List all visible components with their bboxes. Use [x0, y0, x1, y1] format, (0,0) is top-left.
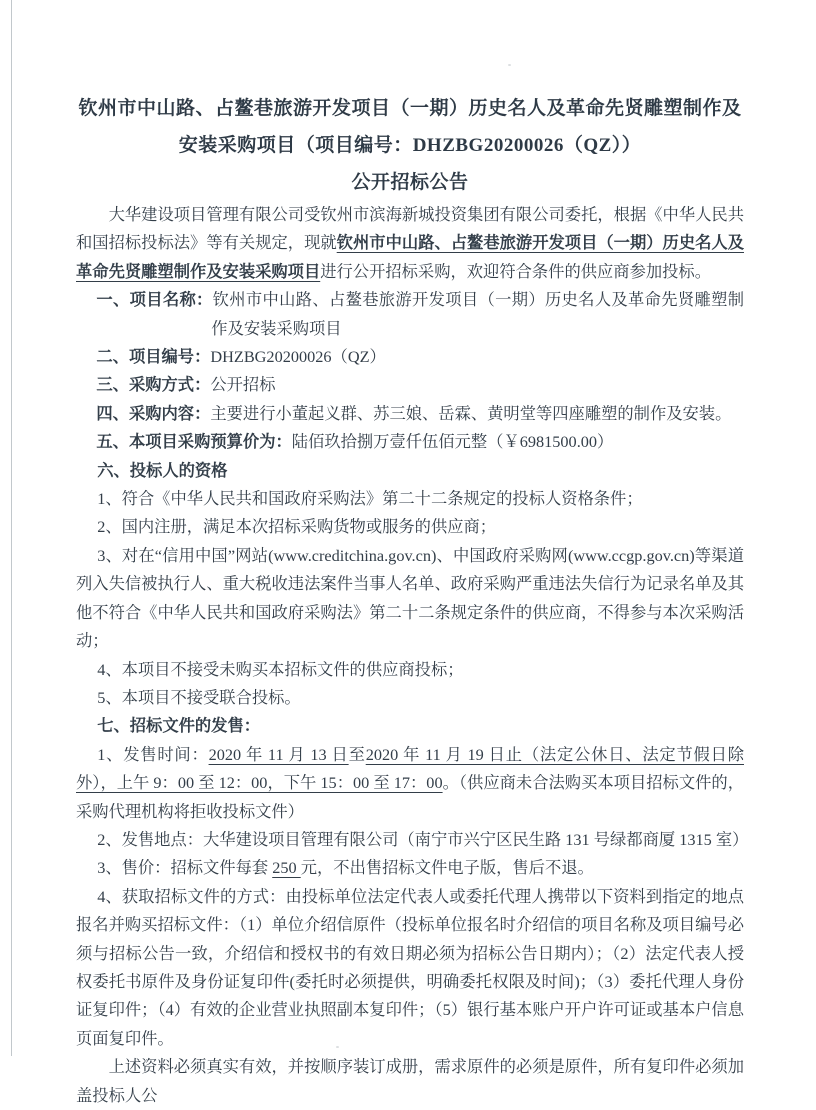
scan-edge-line: [11, 0, 12, 1056]
sale-time-part: 2020 年 11 月 13 日: [208, 744, 349, 764]
basic-info-label: 三、采购方式：: [96, 375, 211, 395]
qualification-item: 3、对在“信用中国”网站(www.creditchina.gov.cn)、中国政府采购网(www.ccgp.gov.cn)等渠道列入失信被执行人、重大税收违法案件当事人名单、政府采购严重违法失信行为记录名单及其他不符合《中华人民共和国政府采购法》第二十二条规定条件的供应商，不得参与本次采购活动；: [76, 545, 744, 651]
sale-item-method: 4、获取招标文件的方式：由投标单位法定代表人或委托代理人携带以下资料到指定的地点报名并购买招标文件：（1）单位介绍信原件（投标单位报名时介绍信的项目名称及项目编号必须与招标公告一致，介绍信和授权书的有效日期必须为招标公告日期内）；（2）法定代表人授权委托书原件及身份证复印件(委托时必须提供，明确委托权限及时间)；（3）委托代理人身份证复印件；（4）有效的企业营业执照副本复印件；（5）银行基本账户开户许可证或基本户信息页面复印件。: [76, 886, 744, 1048]
basic-info-label: 二、项目编号：: [96, 347, 211, 367]
intro-text-part: 钦州市中山路、占鳌巷旅游开发项目（一期）历史名人及革命先贤雕塑制作及安装采购项目: [76, 233, 744, 281]
sale-price-part: 3、售价：招标文件每套: [97, 858, 273, 878]
basic-info-item: [76, 428, 744, 456]
document-subtitle: 公开招标公告: [351, 172, 469, 193]
basic-info-item: [76, 371, 744, 399]
sale-time-part: 至: [348, 744, 366, 764]
qualification-item: 1、符合《中华人民共和国政府采购法》第二十二条规定的投标人资格条件；: [97, 489, 643, 509]
sale-price-part: 元，不出售招标文件电子版，售后不退。: [300, 858, 594, 878]
basic-info-value: 主要进行小董起义群、苏三娘、岳霖、黄明堂等四座雕塑的制作及安装。: [210, 403, 732, 423]
sale-time-part: 2020 年 11 月 19 日止（法定公休日、法定节假日除外），上午 9：00 至 12：00，下午 15：00 至 17：00: [76, 744, 744, 793]
document-title-line1: 钦州市中山路、占鳌巷旅游开发项目（一期）历史名人及革命先贤雕塑制作及: [78, 98, 742, 119]
basic-info-item: [76, 343, 744, 371]
document-title-line2: 安装采购项目（项目编号：DHZBG20200026（QZ））: [178, 135, 642, 156]
basic-info-list: [76, 286, 744, 456]
intro-text-part: 大华建设项目管理有限公司受钦州市滨海新城投资集团有限公司委托，根据《中华人民共和国招标投标法》等有关规定，现就: [76, 205, 744, 253]
intro-text-part: 进行公开招标采购，欢迎符合条件的供应商参加投标。: [320, 261, 711, 281]
qualification-heading: 六、投标人的资格: [97, 460, 228, 480]
qualification-item: 5、本项目不接受联合投标。: [97, 687, 301, 707]
basic-info-value: 公开招标: [210, 375, 276, 395]
basic-info-value: DHZBG20200026（QZ）: [210, 347, 386, 367]
sale-time-part: 1、发售时间：: [97, 744, 209, 764]
sale-time-part: 。（供应商未合法购买本项目招标文件的，采购代理机构将拒收投标文件）: [76, 773, 744, 821]
sale-item-time: [76, 741, 744, 826]
basic-info-label: 一、项目名称：: [96, 290, 213, 310]
sale-price-part: 250: [272, 858, 301, 878]
basic-info-label: 五、本项目采购预算价为：: [96, 432, 292, 452]
basic-info-item: [76, 400, 744, 428]
sale-heading: 七、招标文件的发售：: [97, 716, 261, 736]
qualification-list: [76, 485, 744, 712]
intro-paragraph: [76, 201, 744, 286]
sale-item-price: [76, 854, 744, 882]
scan-speck: [508, 64, 511, 66]
qualification-item: 4、本项目不接受未购买本招标文件的供应商投标；: [97, 659, 464, 679]
sale-item-location: 2、发售地点：大华建设项目管理有限公司（南宁市兴宁区民生路 131 号绿都商厦 1315 室）: [97, 829, 749, 849]
closing-paragraph: 上述资料必须真实有效，并按顺序装订成册，需求原件的必须是原件，所有复印件必须加盖投标人公: [76, 1057, 744, 1105]
basic-info-label: 四、采购内容：: [96, 403, 211, 423]
document-content: [76, 90, 749, 1110]
basic-info-value: 钦州市中山路、占鳌巷旅游开发项目（一期）历史名人及革命先贤雕塑制作及安装采购项目: [211, 290, 744, 338]
qualification-item: 2、国内注册，满足本次招标采购货物或服务的供应商；: [97, 517, 497, 537]
document-title: [76, 90, 744, 201]
basic-info-value: 陆佰玖拾捌万壹仟伍佰元整（￥6981500.00）: [291, 432, 614, 452]
basic-info-item: [76, 286, 744, 343]
document-body: [76, 201, 749, 1110]
